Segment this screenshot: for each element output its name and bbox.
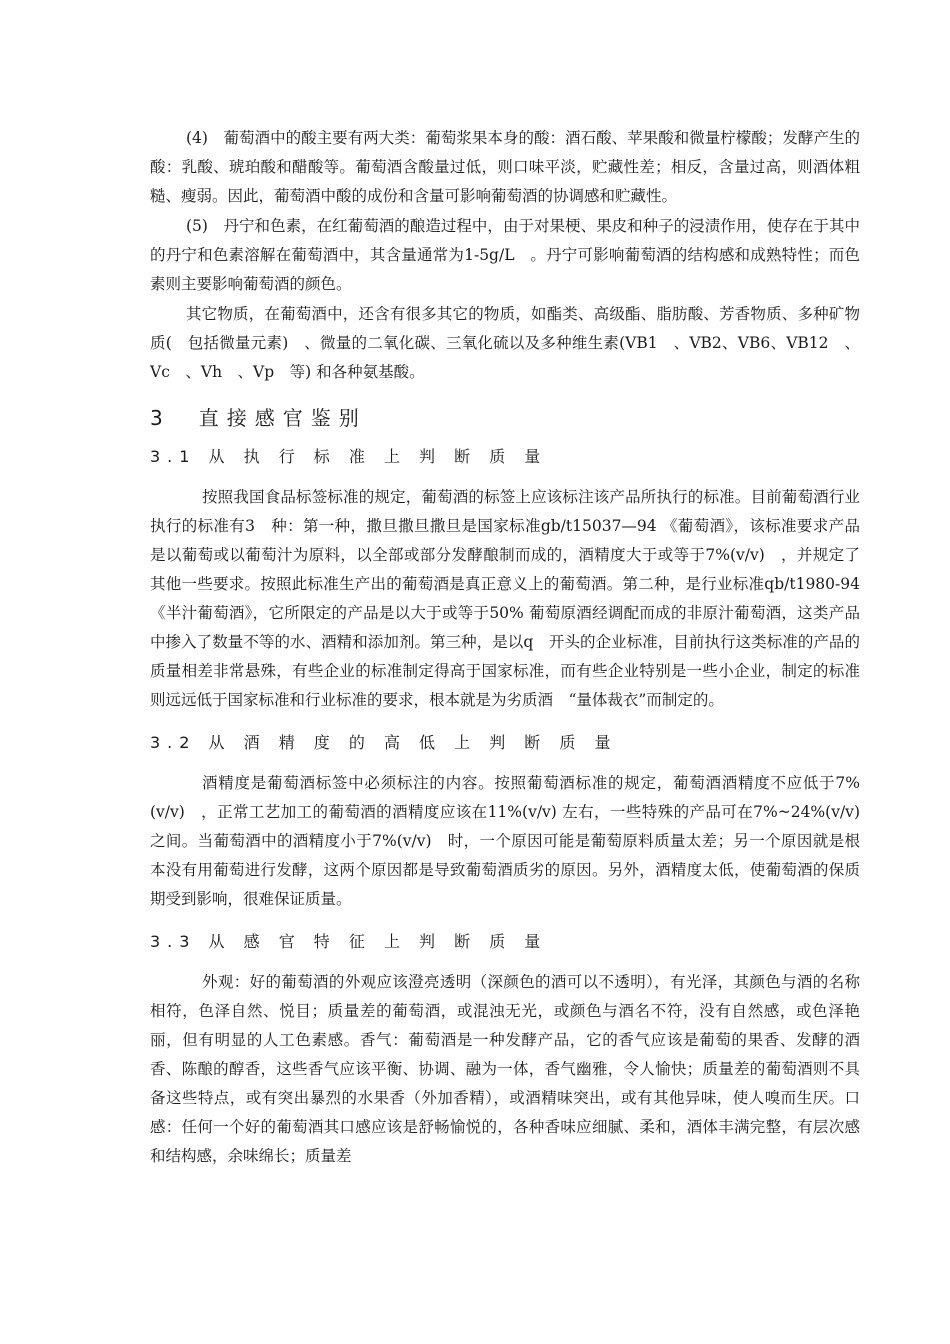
section-3-2-heading: 3.2 从 酒 精 度 的 高 低 上 判 断 质 量 xyxy=(150,733,618,752)
paragraph-acids: (4) 葡萄酒中的酸主要有两大类：葡萄浆果本身的酸：酒石酸、苹果酸和微量柠檬酸；发酵产生的酸：乳酸、琥珀酸和醋酸等。葡萄酒含酸量过低，则口味平淡，贮藏性差；相反，含量过高，则酒体粗糙、瘦弱。因此，葡萄酒中酸的成份和含量可影响葡萄酒的协调感和贮藏性。 xyxy=(150,129,860,205)
section-3-1-body: 按照我国食品标签标准的规定，葡萄酒的标签上应该标注该产品所执行的标准。目前葡萄酒行业执行的标准有3 种：第一种，撒旦撒旦撒旦是国家标准gb/t15037—94 《葡萄酒》，该标准要求产品是以葡萄或以葡萄汁为原料，以全部或部分发酵酿制而成的，酒精度大于或等于7%(v/v) ，并规定了其他一些要求。按照此标准生产出的葡萄酒是真正意义上的葡萄酒。第二种，是行业标准qb/t1980-94 《半汁葡萄酒》，它所限定的产品是以大于或等于50% 葡萄原酒经调配而成的非原汁葡萄酒，这类产品中掺入了数量不等的水、酒精和添加剂。第三种，是以q 开头的企业标准，目前执行这类标准的产品的质量相差非常悬殊，有些企业的标准制定得高于国家标准，而有些企业特别是一些小企业，制定的标准则远远低于国家标准和行业标准的要求，根本就是为劣质酒 “量体裁衣”而制定的。 xyxy=(150,488,860,709)
section-3-heading: 3 直接感官鉴别 xyxy=(150,406,367,430)
paragraph-tannin: (5) 丹宁和色素，在红葡萄酒的酿造过程中，由于对果梗、果皮和种子的浸渍作用，使存在于其中的丹宁和色素溶解在葡萄酒中，其含量通常为1-5g/L 。丹宁可影响葡萄酒的结构感和成熟特性；而色素则主要影响葡萄酒的颜色。 xyxy=(150,217,860,293)
section-3-1-heading: 3.1 从 执 行 标 准 上 判 断 质 量 xyxy=(150,447,548,466)
document-page xyxy=(150,124,860,1171)
section-3-3-heading: 3.3 从 感 官 特 征 上 判 断 质 量 xyxy=(150,932,548,951)
section-3-3-body: 外观：好的葡萄酒的外观应该澄亮透明（深颜色的酒可以不透明），有光泽，其颜色与酒的名称相符，色泽自然、悦目；质量差的葡萄酒，或混浊无光，或颜色与酒名不符，没有自然感，或色泽艳丽，但有明显的人工色素感。香气：葡萄酒是一种发酵产品，它的香气应该是葡萄的果香、发酵的酒香、陈酿的醇香，这些香气应该平衡、协调、融为一体，香气幽雅，令人愉快；质量差的葡萄酒则不具备这些特点，或有突出暴烈的水果香（外加香精），或酒精味突出，或有其他异味，使人嗅而生厌。口感：任何一个好的葡萄酒其口感应该是舒畅愉悦的，各种香味应细腻、柔和，酒体丰满完整，有层次感和结构感，余味绵长；质量差 xyxy=(150,973,860,1165)
section-3-2-body: 酒精度是葡萄酒标签中必须标注的内容。按照葡萄酒标准的规定，葡萄酒酒精度不应低于7%(v/v) ，正常工艺加工的葡萄酒的酒精度应该在11%(v/v) 左右，一些特殊的产品可在7%~24%(v/v) 之间。当葡萄酒中的酒精度小于7%(v/v) 时，一个原因可能是葡萄原料质量太差；另一个原因就是根本没有用葡萄进行发酵，这两个原因都是导致葡萄酒质劣的原因。另外，酒精度太低，使葡萄酒的保质期受到影响，很难保证质量。 xyxy=(150,774,860,908)
paragraph-other-substances: 其它物质，在葡萄酒中，还含有很多其它的物质，如酯类、高级酯、脂肪酸、芳香物质、多种矿物质( 包括微量元素) 、微量的二氧化碳、三氧化硫以及多种维生素(VB1 、VB2、VB6、VB12 、Vc 、Vh 、Vp 等) 和各种氨基酸。 xyxy=(150,305,860,381)
